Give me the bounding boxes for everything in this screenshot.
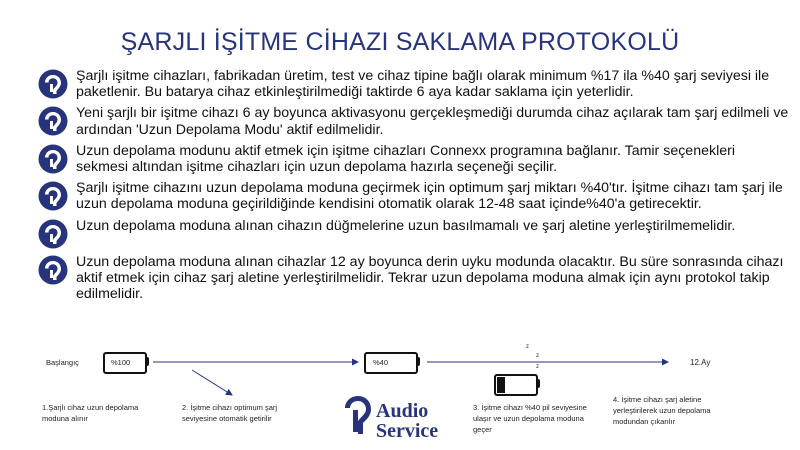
step-4-text: 4. İşitme cihazı şarj aletine yerleştirilerek uzun depolama modundan çıkarılır (613, 395, 711, 426)
battery-full-label: %100 (111, 358, 131, 367)
battery-cap (417, 357, 420, 366)
logo-text-service: Service (376, 420, 439, 442)
audio-service-logo-icon (38, 181, 68, 211)
sleep-symbol: z (536, 353, 539, 359)
step-1-text: 1.Şarjlı cihaz uzun depolama moduna alınır (42, 403, 139, 423)
audio-service-logo (343, 395, 373, 435)
list-item (38, 218, 790, 249)
sleep-symbol: z (536, 364, 539, 370)
end-label: 12.Ay (690, 358, 711, 367)
logo-text-audio: Audio (376, 400, 429, 422)
bullet-text: Yeni şarjlı bir işitme cihazı 6 ay boyunca aktivasyonu gerçekleşmediği durumda cihaz açılarak tam şarj edilmeli ve ardından 'Uzun Depolama Modu' aktif edilmelidir. (76, 105, 789, 138)
battery-mid-label: %40 (373, 358, 389, 367)
sleep-symbol: z (526, 344, 529, 350)
audio-service-logo-icon (38, 144, 68, 174)
audio-service-logo-icon (38, 106, 68, 136)
bullet-list (38, 68, 790, 307)
bullet-text: Uzun depolama moduna alınan cihazın düğmelerine uzun basılmamalı ve şarj aletine yerleştirilmemelidir. (76, 217, 736, 234)
storage-timeline-diagram (0, 340, 800, 450)
bullet-text: Şarjlı işitme cihazları, fabrikadan üretim, test ve cihaz tipine bağlı olarak minimum %17 ila %40 şarj seviyesi ile paketlenir. Bu batarya cihaz etkinleştirilmediği taktirde 6 aya kadar saklama için yeterlidir. (76, 68, 770, 101)
list-item (38, 254, 790, 303)
battery-cap (537, 379, 540, 388)
start-label: Başlangıç (46, 358, 79, 367)
step-2-text: 2. İşitme cihazı optimum şarj seviyesine otomatik getirilir (182, 403, 278, 423)
bullet-text: Uzun depolama moduna alınan cihazlar 12 ay boyunca derin uyku modunda olacaktır. Bu süre sonrasında cihazı aktif etmek için cihaz şarj aletine yerleştirilmelidir. Tekrar uzun depolama moduna almak için aynı protokol takip edilmelidir. (76, 253, 784, 303)
step-3-text: 3. İşitme cihazı %40 pil seviyesine ulaşır ve uzun depolama moduna geçer (473, 403, 587, 434)
battery-cap (146, 357, 149, 366)
bullet-text: Uzun depolama modunu aktif etmek için işitme cihazları Connexx programına bağlanır. Tamir seçenekleri sekmesi altından işitme cihazları için uzun depolama hazırla seçeneği seçilir. (76, 142, 735, 176)
audio-service-logo-icon (38, 255, 68, 285)
step-arrow (192, 370, 232, 395)
battery-low-fill (497, 377, 505, 393)
page-title: ŞARJLI İŞİTME CİHAZI SAKLAMA PROTOKOLÜ (120, 28, 680, 56)
bullet-text: Şarjlı işitme cihazını uzun depolama moduna geçirmek için optimum şarj miktarı %40'tır. İşitme cihazı tam şarj ile uzun depolama moduna geçirildiğinde kendisini otomatik olarak 12-48 saat içinde%40'a getirecektir. (76, 180, 783, 213)
audio-service-logo-icon (38, 219, 68, 249)
list-item (38, 68, 790, 100)
audio-service-logo-icon (38, 69, 68, 99)
list-item (38, 105, 790, 137)
list-item (38, 143, 790, 175)
list-item (38, 180, 790, 212)
battery-low-icon (494, 374, 538, 396)
